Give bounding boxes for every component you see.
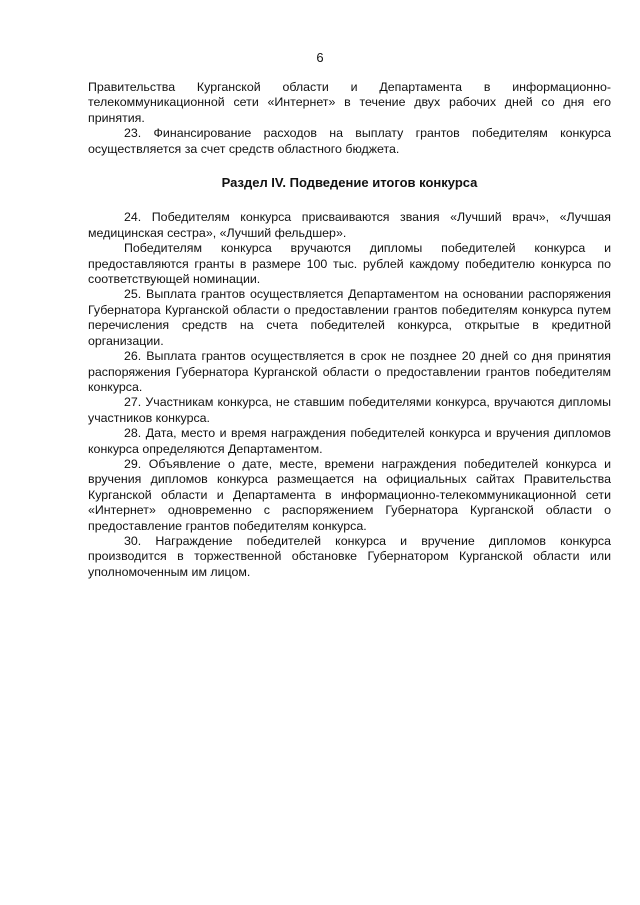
paragraph-24-grants: Победителям конкурса вручаются дипломы победителей конкурса и предоставляются гранты в размере 100 тыс. рублей каждому победителю конкурса по соответствующей номинации. — [88, 241, 611, 287]
paragraph-23: 23. Финансирование расходов на выплату грантов победителям конкурса осуществляется за счет средств областного бюджета. — [88, 126, 611, 156]
paragraph-29: 29. Объявление о дате, месте, времени награждения победителей конкурса и вручения дипломов конкурса размещается на официальных сайтах Правительства Курганской области и Департамента в информационно-телекоммуникационной сети «Интернет» одновременно с распоряжением Губернатора Курганской области о предоставление грантов победителям конкурса. — [88, 456, 611, 533]
paragraph-30: 30. Награждение победителей конкурса и вручение дипломов конкурса производится в торжественной обстановке Губернатором Курганской области или уполномоченным им лицом. — [88, 533, 611, 579]
section-heading: Раздел IV. Подведение итогов конкурса — [221, 175, 478, 191]
paragraph-24: 24. Победителям конкурса присваиваются звания «Лучший врач», «Лучшая медицинская сестра», «Лучший фельдшер». — [88, 210, 611, 240]
paragraph-continuation: Правительства Курганской области и Департамента в информационно-телекоммуникационной сети «Интернет» в течение двух рабочих дней со дня его принятия. — [88, 80, 611, 125]
paragraph-26: 26. Выплата грантов осуществляется в срок не позднее 20 дней со дня принятия распоряжения Губернатора Курганской области о предоставлении грантов победителям конкурса. — [88, 349, 611, 394]
page-number: 6 — [316, 50, 324, 65]
paragraph-25: 25. Выплата грантов осуществляется Департаментом на основании распоряжения Губернатора Курганской области о предоставлении грантов победителям конкурса путем перечисления средств на счета победителей конкурса, открытые в кредитной организации. — [88, 287, 611, 348]
paragraph-28: 28. Дата, место и время награждения победителей конкурса и вручения дипломов конкурса определяются Департаментом. — [88, 426, 611, 456]
document-body — [88, 80, 611, 580]
paragraph-27: 27. Участникам конкурса, не ставшим победителями конкурса, вручаются дипломы участников конкурса. — [88, 395, 611, 425]
